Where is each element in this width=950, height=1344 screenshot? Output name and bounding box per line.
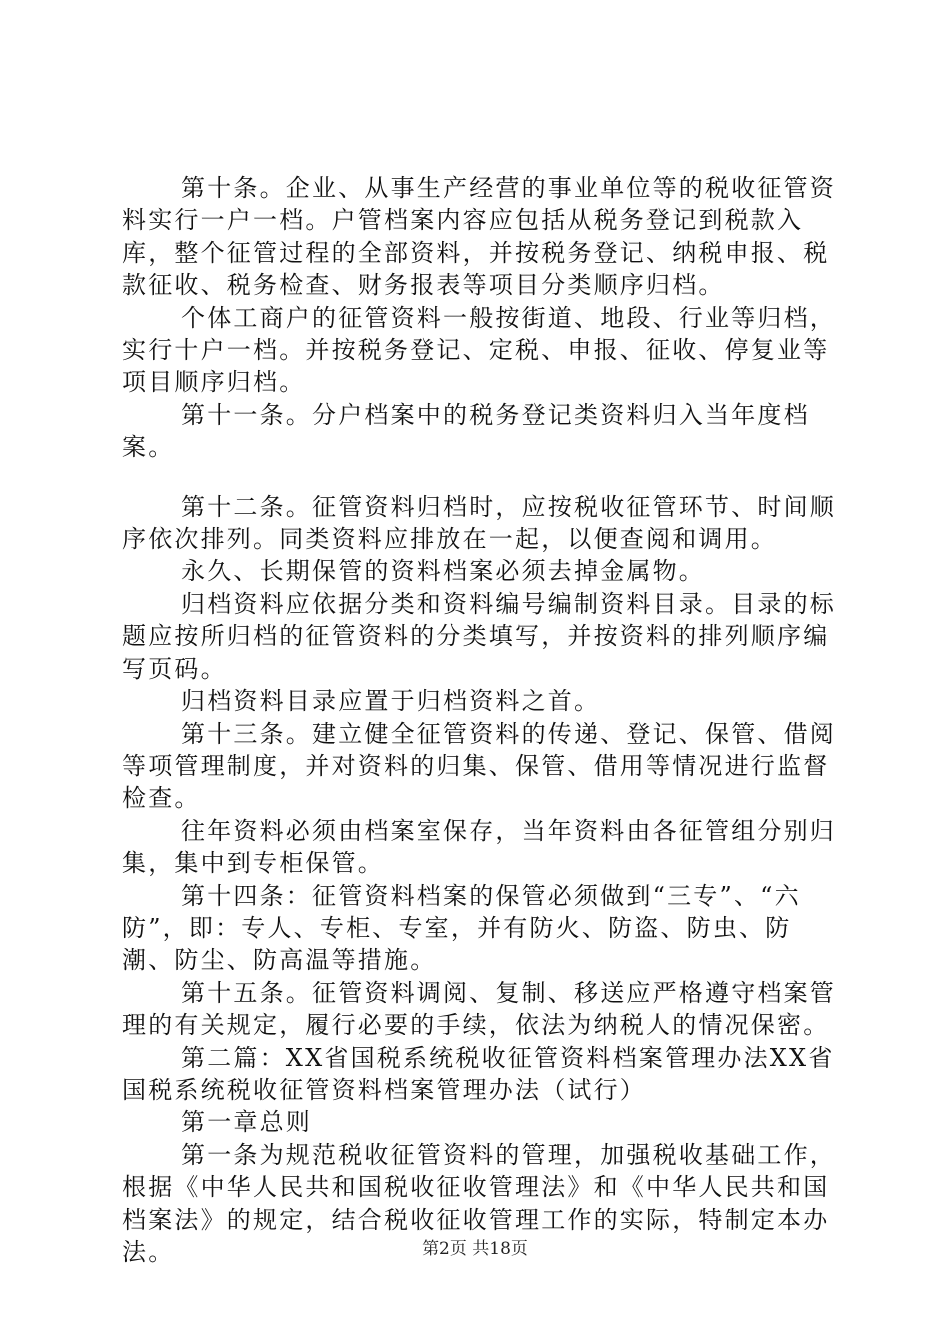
paragraph-remove-metal: 永久、长期保管的资料档案必须去掉金属物。: [181, 557, 705, 586]
paragraph-archive-storage: 往年资料必须由档案室保存，当年资料由各征管组分别归集，集中到专柜保管。: [122, 816, 836, 878]
paragraph-article-15: 第十五条。征管资料调阅、复制、移送应严格遵守档案管理的有关规定，履行必要的手续，依法为纳税人的情况保密。: [122, 978, 836, 1040]
paragraph-article-11: 第十一条。分户档案中的税务登记类资料归入当年度档案。: [122, 400, 810, 462]
paragraph-article-14: 第十四条：征管资料档案的保管必须做到“三专”、“六防”，即：专人、专柜、专室，并有防火、防盗、防虫、防潮、防尘、防高温等措施。: [122, 881, 801, 975]
paragraph-article-12: 第十二条。征管资料归档时，应按税收征管环节、时间顺序依次排列。同类资料应排放在一起，以便查阅和调用。: [122, 492, 836, 554]
paragraph-part-two-title: 第二篇：XX省国税系统税收征管资料档案管理办法XX省国税系统税收征管资料档案管理办法（试行）: [122, 1043, 835, 1104]
paragraph-chapter-one: 第一章总则: [181, 1108, 312, 1137]
paragraph-article-10: 第十条。企业、从事生产经营的事业单位等的税收征管资料实行一户一档。户管档案内容应包括从税务登记到税款入库，整个征管过程的全部资料，并按税务登记、纳税申报、税款征收、税务检查、财务报表等项目分类顺序归档。: [122, 174, 836, 300]
page-footer: 第2页 共18页: [422, 1239, 528, 1259]
paragraph-spacer: [122, 464, 842, 491]
paragraph-article-1: 第一条为规范税收征管资料的管理，加强税收基础工作，根据《中华人民共和国税收征收管理法》和《中华人民共和国档案法》的规定，结合税收征收管理工作的实际，特制定本办法。: [122, 1140, 836, 1266]
paragraph-catalog-position: 归档资料目录应置于归档资料之首。: [181, 687, 601, 716]
document-body: [122, 172, 842, 1268]
paragraph-catalog: 归档资料应依据分类和资料编号编制资料目录。目录的标题应按所归档的征管资料的分类填写，并按资料的排列顺序编写页码。: [122, 589, 836, 683]
paragraph-individual-business: 个体工商户的征管资料一般按街道、地段、行业等归档，实行十户一档。并按税务登记、定税、申报、征收、停复业等项目顺序归档。: [122, 303, 836, 397]
paragraph-article-13: 第十三条。建立健全征管资料的传递、登记、保管、借阅等项管理制度，并对资料的归集、保管、借用等情况进行监督检查。: [122, 719, 836, 813]
